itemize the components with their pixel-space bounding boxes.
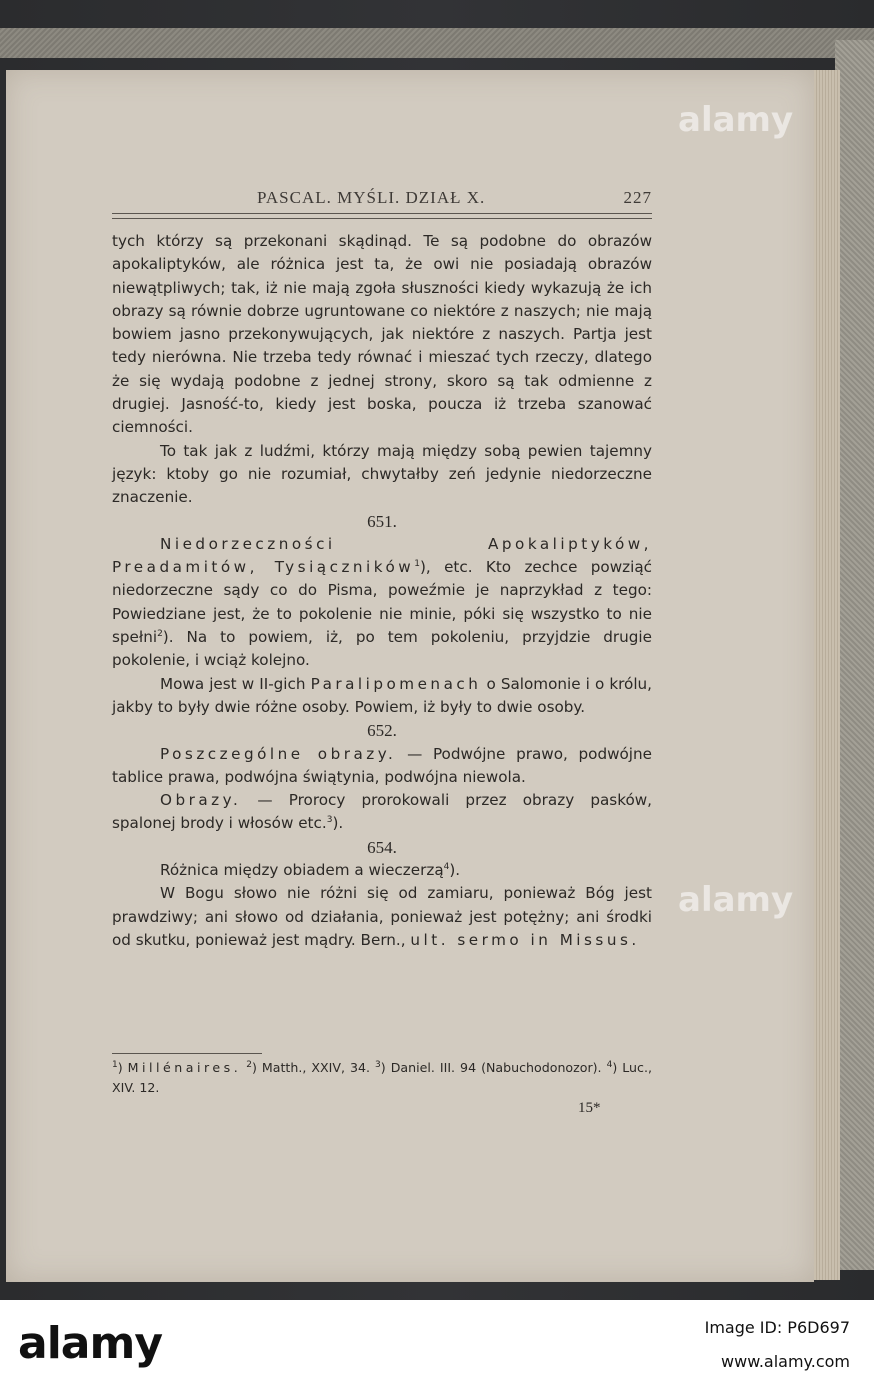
text-run: o Salomonie i o królu, jakby to były dwie różne osoby. Powiem, iż były to dwie osoby. xyxy=(112,674,652,716)
text-run: ). Na to powiem, iż, po tem pokoleniu, przyjdzie drugie pokolenie, i wciąż kolejno. xyxy=(112,628,652,670)
paragraph: To tak jak z ludźmi, którzy mają między sobą pewien tajemny język: ktoby go nie rozumiał, chwytałby zeń jedynie niedorzeczne znaczenie. xyxy=(112,441,652,507)
footnote-ref: 2 xyxy=(157,628,163,639)
paragraph xyxy=(112,673,652,720)
footnote-ref: 1 xyxy=(414,559,420,570)
footer-logo: alamy xyxy=(18,1318,162,1369)
paragraph xyxy=(112,789,652,836)
paragraph: tych którzy są przekonani skądinąd. Te są podobne do obrazów apokaliptyków, ale różnica jest ta, że owi nie posiadają obrazów niewątpliwych; tak, iż nie mają zgoła słuszności kiedy wykazują że ich obrazy są równie dobrze ugruntowane co niektóre z naszych; nie mają bowiem jasno przekonywujących, jak niektóre z naszych. Partja jest tedy nierówna. Nie trzeba tedy równać i mieszać tych rzeczy, dlatego że się wydają podobne z jednej strony, skoro są tak odmienne z drugiej. Jasność-to, kiedy jest boska, poucza iż trzeba szanować ciemności. xyxy=(112,232,652,437)
signature-mark: 15* xyxy=(578,1100,601,1116)
section-number: 654. xyxy=(367,837,397,857)
spaced-text: Millénaires. xyxy=(127,1060,242,1075)
spaced-text: Poszczególne obrazy. xyxy=(160,744,397,763)
text-run: ). xyxy=(332,814,344,833)
page-number: 227 xyxy=(623,188,652,207)
text-run: ). xyxy=(449,861,461,880)
footnote-mark: 2 xyxy=(246,1059,252,1070)
running-title: PASCAL. MYŚLI. DZIAŁ X. xyxy=(257,188,486,207)
footnote-mark: 4 xyxy=(606,1059,613,1070)
spaced-text: Paralipomenach xyxy=(310,674,482,693)
text-run: Różnica między obiadem a wieczerzą xyxy=(160,861,444,880)
image-id: Image ID: P6D697 xyxy=(704,1318,850,1337)
footer-url: www.alamy.com xyxy=(721,1352,850,1371)
spaced-text: Obrazy. xyxy=(160,791,242,810)
spaced-text: ult. sermo in Missus. xyxy=(410,930,640,949)
watermark: alamy xyxy=(678,100,794,140)
footnote-mark: 3 xyxy=(375,1059,381,1070)
footnote-ref: 4 xyxy=(443,861,450,872)
spaced-text: Niedorzeczności Apokaliptyków, Preadamitów, Tysiączników xyxy=(112,534,652,577)
body-text xyxy=(112,230,652,952)
header-rule xyxy=(112,213,652,219)
footnote-ref: 3 xyxy=(326,815,333,826)
section-number: 651. xyxy=(367,511,397,531)
text-run: — Podwójne prawo, podwójne tablice prawa, podwójna świątynia, podwójna niewola. xyxy=(112,744,652,786)
footnote-line: $^1$) Millénaires. $^2$) Matth., XXIV, 34. $^3$) Daniel. III. 94 (Nabuchodonozor). $^4$) Luc., XIV. 12. xyxy=(112,1059,652,1095)
text-run: — Prorocy prorokowali przez obrazy pasków, spalonej brody i włosów etc. xyxy=(112,791,652,833)
footnote-text: Matth., XXIV, 34. xyxy=(261,1060,371,1075)
footnotes xyxy=(112,1058,652,1098)
book-cover-cloth xyxy=(0,28,874,58)
paragraph xyxy=(112,859,652,882)
paragraph xyxy=(112,533,652,673)
paragraph xyxy=(112,743,652,790)
footnote-mark: 1 xyxy=(112,1059,118,1070)
footnote-text: Luc., XIV. 12. xyxy=(112,1060,652,1095)
text-run: W Bogu słowo nie różni się od zamiaru, ponieważ Bóg jest prawdziwy; ani słowo od działania, ponieważ jest potężny; ani środki od skutku, ponieważ jest mądry. Bern., xyxy=(112,884,652,949)
book-cover-edge xyxy=(835,40,874,1270)
section-number: 652. xyxy=(367,721,397,741)
paragraph xyxy=(112,882,652,952)
footnote-rule xyxy=(112,1053,262,1054)
watermark: alamy xyxy=(678,880,794,920)
running-head xyxy=(112,188,652,214)
text-run: ), etc. Kto zechce powziąć niedorzeczne sądy co do Pisma, poweźmie je naprzykład z tego: Powiedziane jest, że to pokolenie nie minie, póki się wszystko to nie spełni xyxy=(112,558,652,647)
text-run: Mowa jest w II-gich xyxy=(160,674,311,693)
footnote-text: Daniel. III. 94 (Nabuchodonozor). xyxy=(390,1060,602,1075)
